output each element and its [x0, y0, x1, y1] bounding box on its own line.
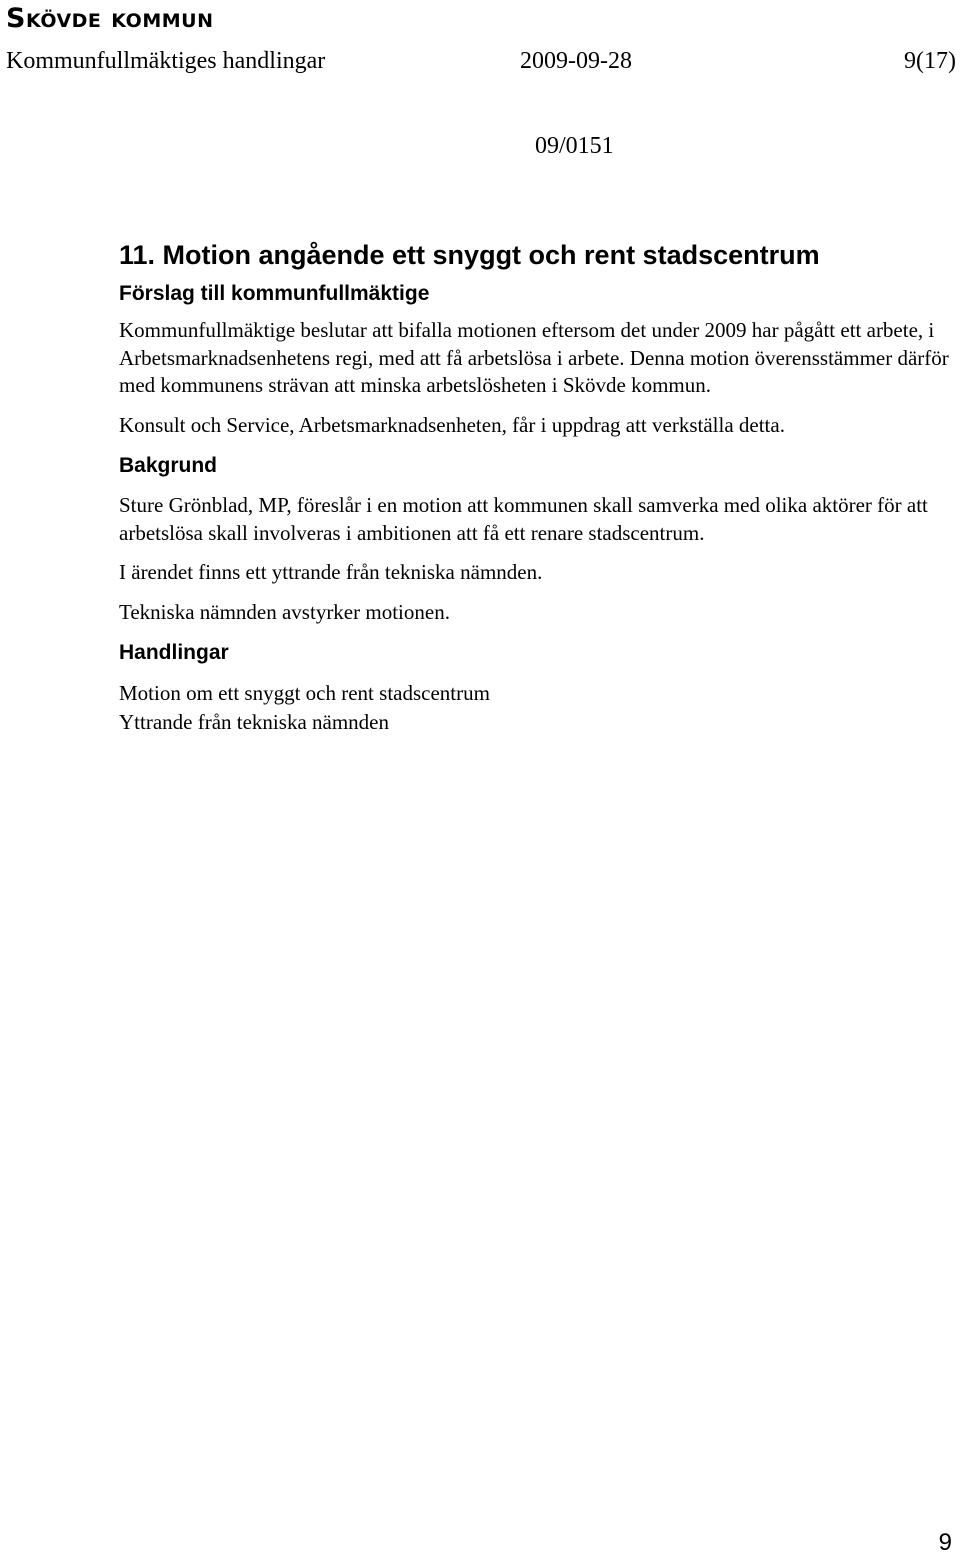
background-text: Sture Grönblad, MP, föreslår i en motion att kommunen skall samverka med olika aktörer för att arbetslösa skall involveras i ambitionen att få ett renare stadscentrum. [119, 493, 928, 545]
statement-text: I ärendet finns ett yttrande från tekniska nämnden. [119, 560, 543, 584]
background-heading: Bakgrund [119, 454, 218, 477]
page-reference: 9(17) [904, 48, 956, 74]
document-title: Kommunfullmäktiges handlingar [6, 48, 326, 74]
recommendation-text: Tekniska nämnden avstyrker motionen. [119, 599, 450, 624]
agenda-item [119, 237, 949, 737]
proposal-heading: Förslag till kommunfullmäktige [119, 282, 430, 305]
municipality-logo: Skövde kommun [6, 3, 214, 34]
documents-list [119, 679, 949, 737]
documents-heading: Handlingar [119, 641, 229, 664]
document-item: Yttrande från tekniska nämnden [119, 710, 389, 734]
item-title: 11. Motion angående ett snyggt och rent stadscentrum [119, 240, 820, 270]
document-date: 2009-09-28 [520, 48, 632, 74]
reference-number: 09/0151 [535, 133, 614, 159]
page-number: 9 [938, 1529, 952, 1556]
assignment-text: Konsult och Service, Arbetsmarknadsenheten, får i uppdrag att verkställa detta. [119, 412, 785, 437]
document-item: Motion om ett snyggt och rent stadscentrum [119, 681, 490, 705]
proposal-text: Kommunfullmäktige beslutar att bifalla motionen eftersom det under 2009 har pågått ett arbete, i Arbetsmarknadsenhetens regi, med att få arbetslösa i arbete. Denna motion överensstämmer därför med kommunens strävan att minska arbetslösheten i Skövde kommun. [119, 318, 949, 397]
